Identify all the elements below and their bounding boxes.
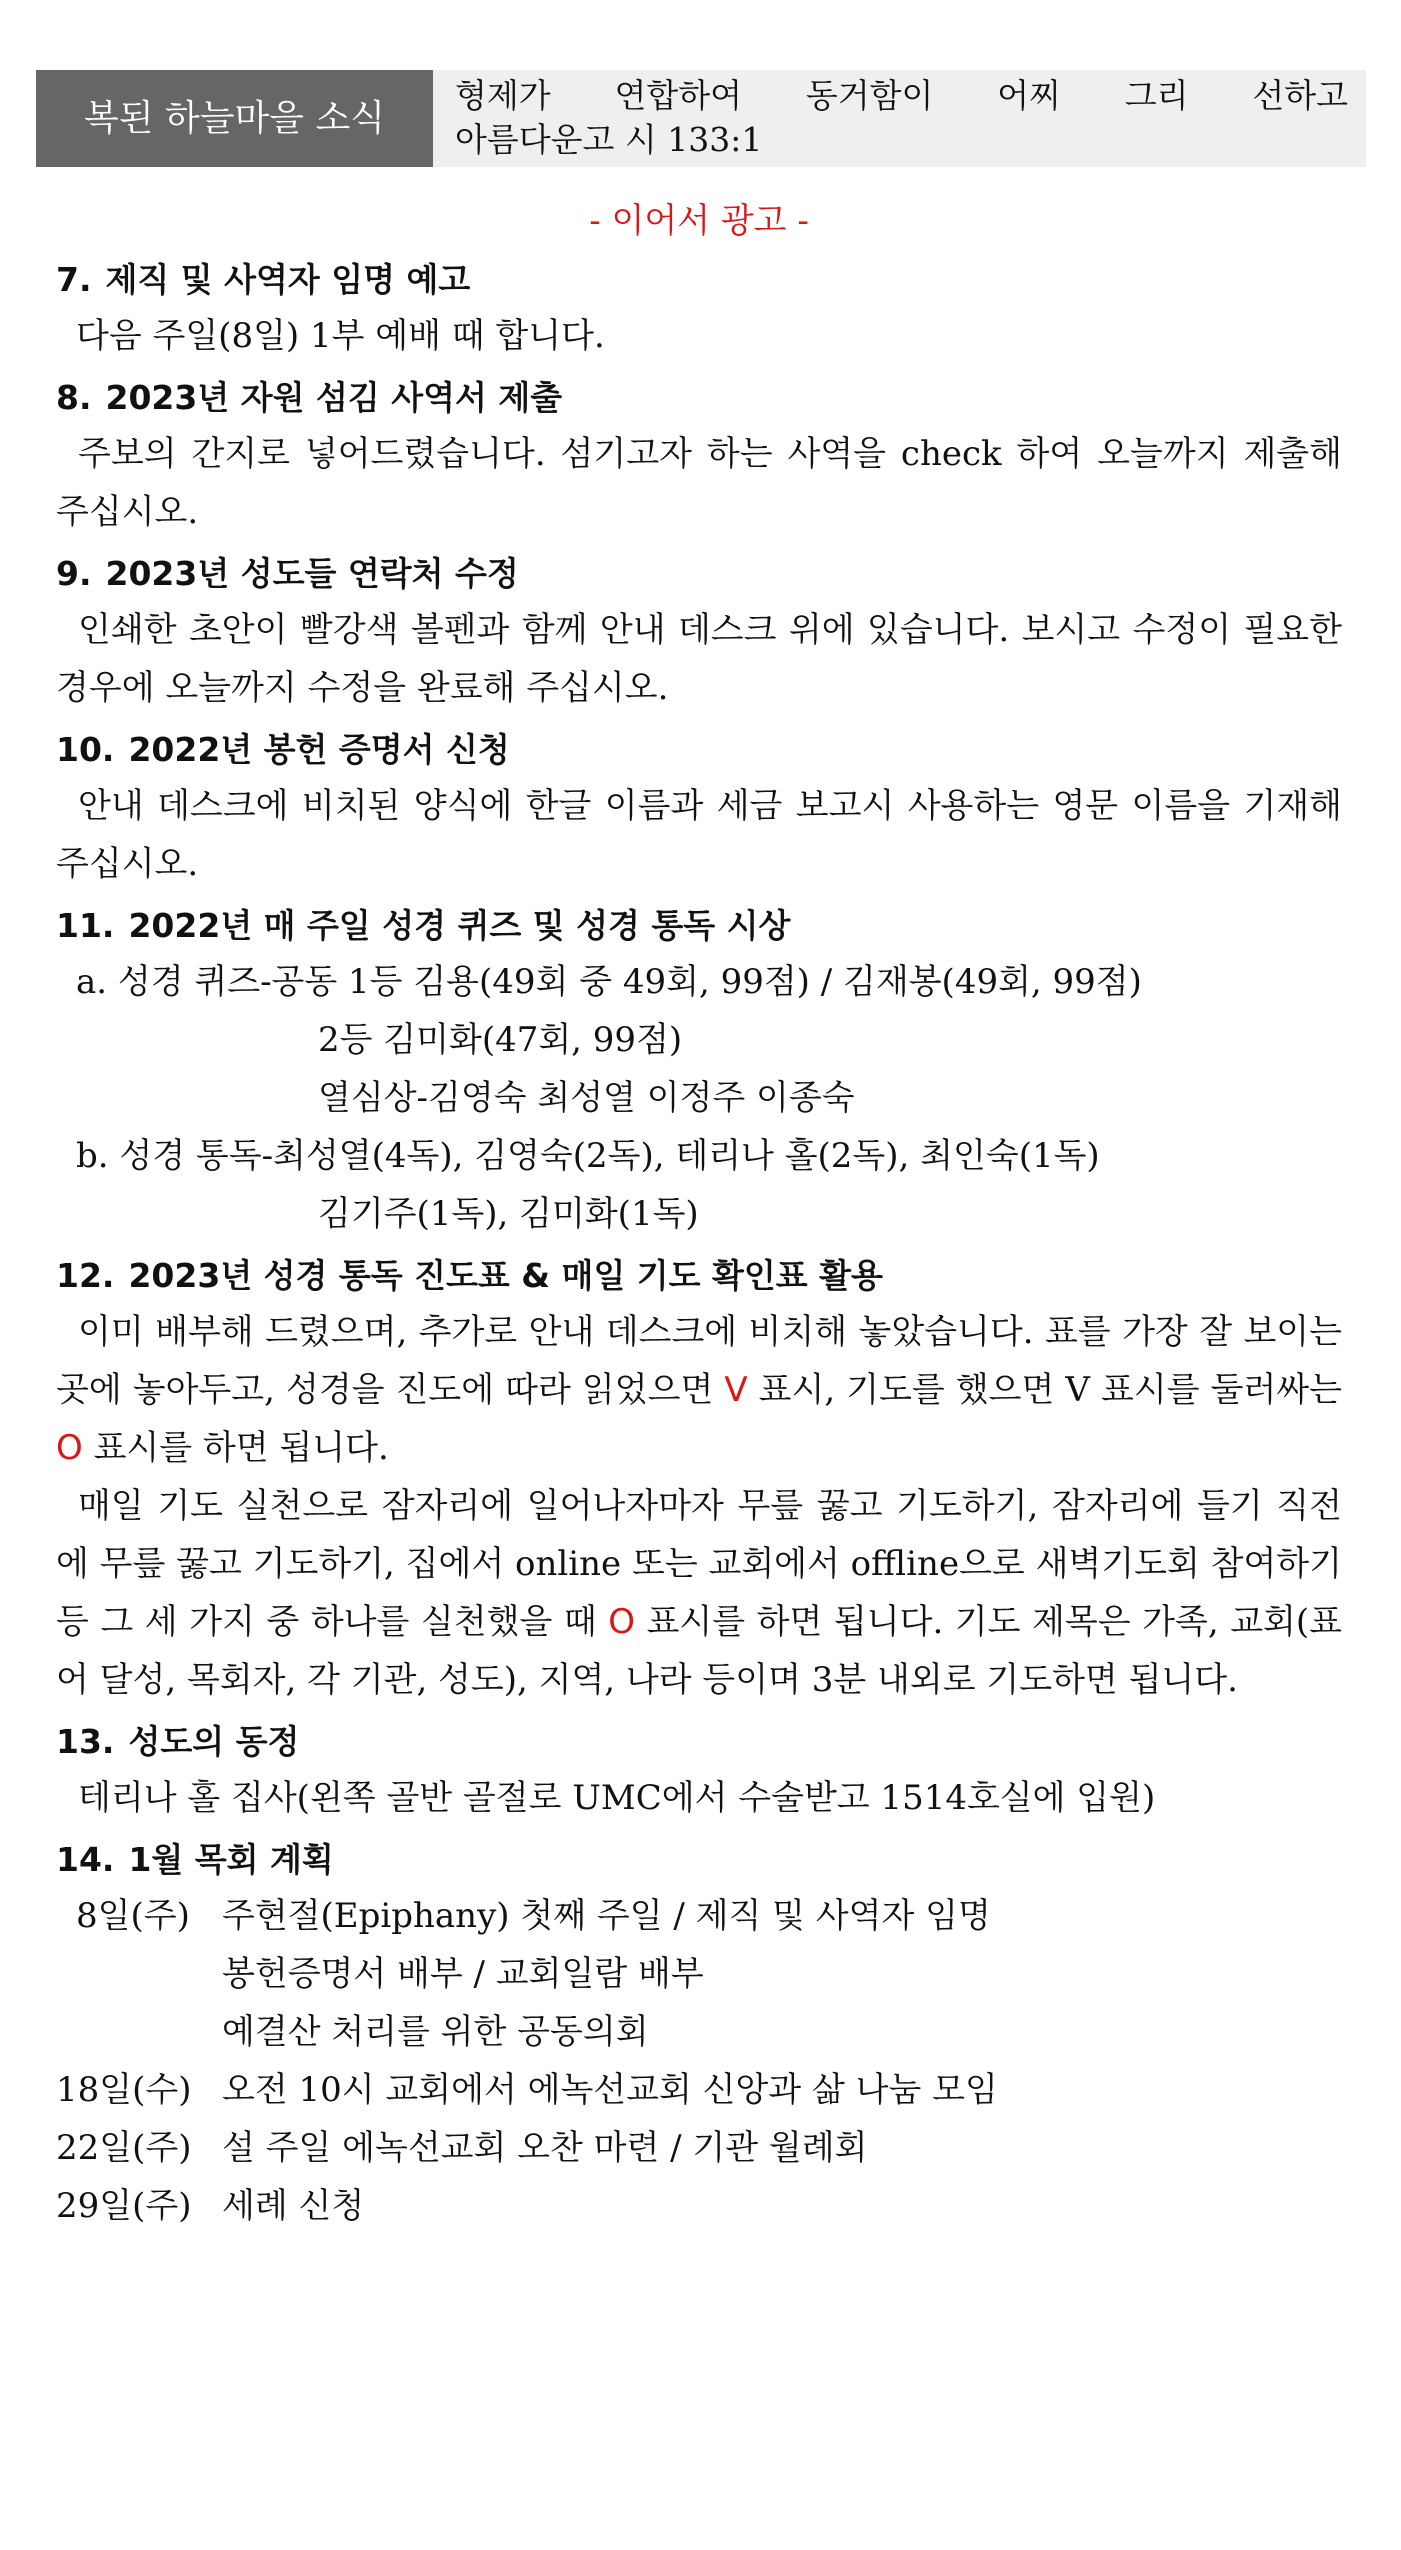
item-9-body: 인쇄한 초안이 빨강색 볼펜과 함께 안내 데스크 위에 있습니다. 보시고 수정이 필요한 경우에 오늘까지 수정을 완료해 주십시오. bbox=[56, 610, 1342, 708]
item-10-heading bbox=[56, 723, 1342, 777]
bulletin-title: 복된 하늘마을 소식 bbox=[36, 70, 433, 167]
item-11-quiz-second: 2등 김미화(47회, 99점) bbox=[318, 1020, 683, 1060]
item-8-number: 8. bbox=[56, 378, 92, 417]
item-12-para-1-text-b: 표시, 기도를 했으면 V 표시를 둘러싸는 bbox=[747, 1370, 1342, 1410]
schedule-row bbox=[56, 1945, 1342, 2003]
item-11-title: 2022년 매 주일 성경 퀴즈 및 성경 통독 시상 bbox=[128, 906, 791, 945]
verse-line-1: 형제가 연합하여 동거함이 어찌 그리 선하고 bbox=[455, 76, 1348, 115]
schedule-row bbox=[56, 2061, 1342, 2119]
schedule-date: 29일(주) bbox=[56, 2186, 192, 2226]
item-12-para-1-text-c: 표시를 하면 됩니다. bbox=[82, 1428, 389, 1468]
item-10-number: 10. bbox=[56, 730, 115, 769]
item-13-title: 성도의 동정 bbox=[128, 1722, 300, 1761]
item-12-para-1-text-a: 이미 배부해 드렸으며, 추가로 안내 데스크에 비치해 놓았습니다. 표를 가장 잘 보이는 곳에 놓아두고, 성경을 진도에 따라 읽었으면 bbox=[56, 1312, 1342, 1410]
schedule-row bbox=[56, 1887, 1342, 1945]
item-12-number: 12. bbox=[56, 1256, 115, 1295]
item-10-body: 안내 데스크에 비치된 양식에 한글 이름과 세금 보고시 사용하는 영문 이름을 기재해 주십시오. bbox=[56, 786, 1342, 884]
item-7-number: 7. bbox=[56, 260, 92, 299]
o-mark: O bbox=[56, 1428, 83, 1468]
item-13-number: 13. bbox=[56, 1722, 115, 1761]
schedule-date: 22일(주) bbox=[56, 2128, 192, 2168]
schedule-text: 주현절(Epiphany) 첫째 주일 / 제직 및 사역자 임명 bbox=[222, 1896, 991, 1936]
bulletin-header bbox=[36, 70, 1366, 167]
schedule-text: 봉헌증명서 배부 / 교회일람 배부 bbox=[222, 1954, 704, 1994]
item-10-title: 2022년 봉헌 증명서 신청 bbox=[128, 730, 510, 769]
schedule-date: 8일(주) bbox=[76, 1896, 190, 1936]
verse-line-2: 아름다운고 시 133:1 bbox=[455, 120, 763, 159]
v-mark: V bbox=[724, 1370, 748, 1410]
item-14-title: 1월 목회 계획 bbox=[128, 1840, 334, 1879]
item-11-heading bbox=[56, 899, 1342, 953]
item-7-heading bbox=[56, 253, 1342, 307]
item-12-para-2-text-a: 매일 기도 실천으로 잠자리에 일어나자마자 무릎 꿇고 기도하기, 잠자리에 들기 직전에 무릎 꿇고 기도하기, 집에서 online 또는 교회에서 offline으로 새벽기도회 참여하기 등 그 세 가지 중 하나를 실천했을 때 bbox=[56, 1486, 1342, 1642]
item-11-number: 11. bbox=[56, 906, 115, 945]
o-mark: O bbox=[608, 1602, 636, 1642]
announcements bbox=[56, 195, 1342, 2235]
continued-label: - 이어서 광고 - bbox=[589, 201, 809, 241]
schedule-row bbox=[56, 2177, 1342, 2235]
item-9-heading bbox=[56, 547, 1342, 601]
item-7-body: 다음 주일(8일) 1부 예배 때 합니다. bbox=[76, 316, 605, 356]
item-8-heading bbox=[56, 371, 1342, 425]
item-14-heading bbox=[56, 1833, 1342, 1887]
item-8-title: 2023년 자원 섬김 사역서 제출 bbox=[105, 378, 563, 417]
item-12-heading bbox=[56, 1249, 1342, 1303]
schedule-text: 오전 10시 교회에서 에녹선교회 신앙과 삶 나눔 모임 bbox=[222, 2070, 998, 2110]
item-13-heading bbox=[56, 1715, 1342, 1769]
schedule-text: 세례 신청 bbox=[222, 2186, 365, 2226]
item-9-title: 2023년 성도들 연락처 수정 bbox=[105, 554, 519, 593]
verse-box bbox=[433, 70, 1366, 167]
item-11-quiz-line: a. 성경 퀴즈-공동 1등 김용(49회 중 49회, 99점) / 김재봉(49회, 99점) bbox=[76, 962, 1142, 1002]
item-11-quiz-effort: 열심상-김영숙 최성열 이정주 이종숙 bbox=[318, 1078, 855, 1118]
schedule-text: 예결산 처리를 위한 공동의회 bbox=[222, 2012, 649, 2052]
schedule-row bbox=[56, 2003, 1342, 2061]
item-12-para-2-text-b: 표시를 하면 됩니다. 기도 제목은 가족, 교회(표어 달성, 목회자, 각 기관, 성도), 지역, 나라 등이며 3분 내외로 기도하면 됩니다. bbox=[56, 1602, 1342, 1700]
item-8-body: 주보의 간지로 넣어드렸습니다. 섬기고자 하는 사역을 check 하여 오늘까지 제출해 주십시오. bbox=[56, 434, 1342, 532]
item-13-body: 테리나 홀 집사(왼쪽 골반 골절로 UMC에서 수술받고 1514호실에 입원) bbox=[78, 1778, 1156, 1818]
schedule-text: 설 주일 에녹선교회 오찬 마련 / 기관 월례회 bbox=[222, 2128, 868, 2168]
item-11-reading-cont: 김기주(1독), 김미화(1독) bbox=[318, 1194, 699, 1234]
item-9-number: 9. bbox=[56, 554, 92, 593]
item-7-title: 제직 및 사역자 임명 예고 bbox=[105, 260, 471, 299]
item-14-number: 14. bbox=[56, 1840, 115, 1879]
item-11-reading-line: b. 성경 통독-최성열(4독), 김영숙(2독), 테리나 홀(2독), 최인숙(1독) bbox=[76, 1136, 1100, 1176]
schedule-row bbox=[56, 2119, 1342, 2177]
item-12-para-2 bbox=[56, 1477, 1342, 1709]
schedule-date: 18일(수) bbox=[56, 2070, 192, 2110]
item-12-title: 2023년 성경 통독 진도표 & 매일 기도 확인표 활용 bbox=[128, 1256, 883, 1295]
item-12-para-1 bbox=[56, 1303, 1342, 1477]
